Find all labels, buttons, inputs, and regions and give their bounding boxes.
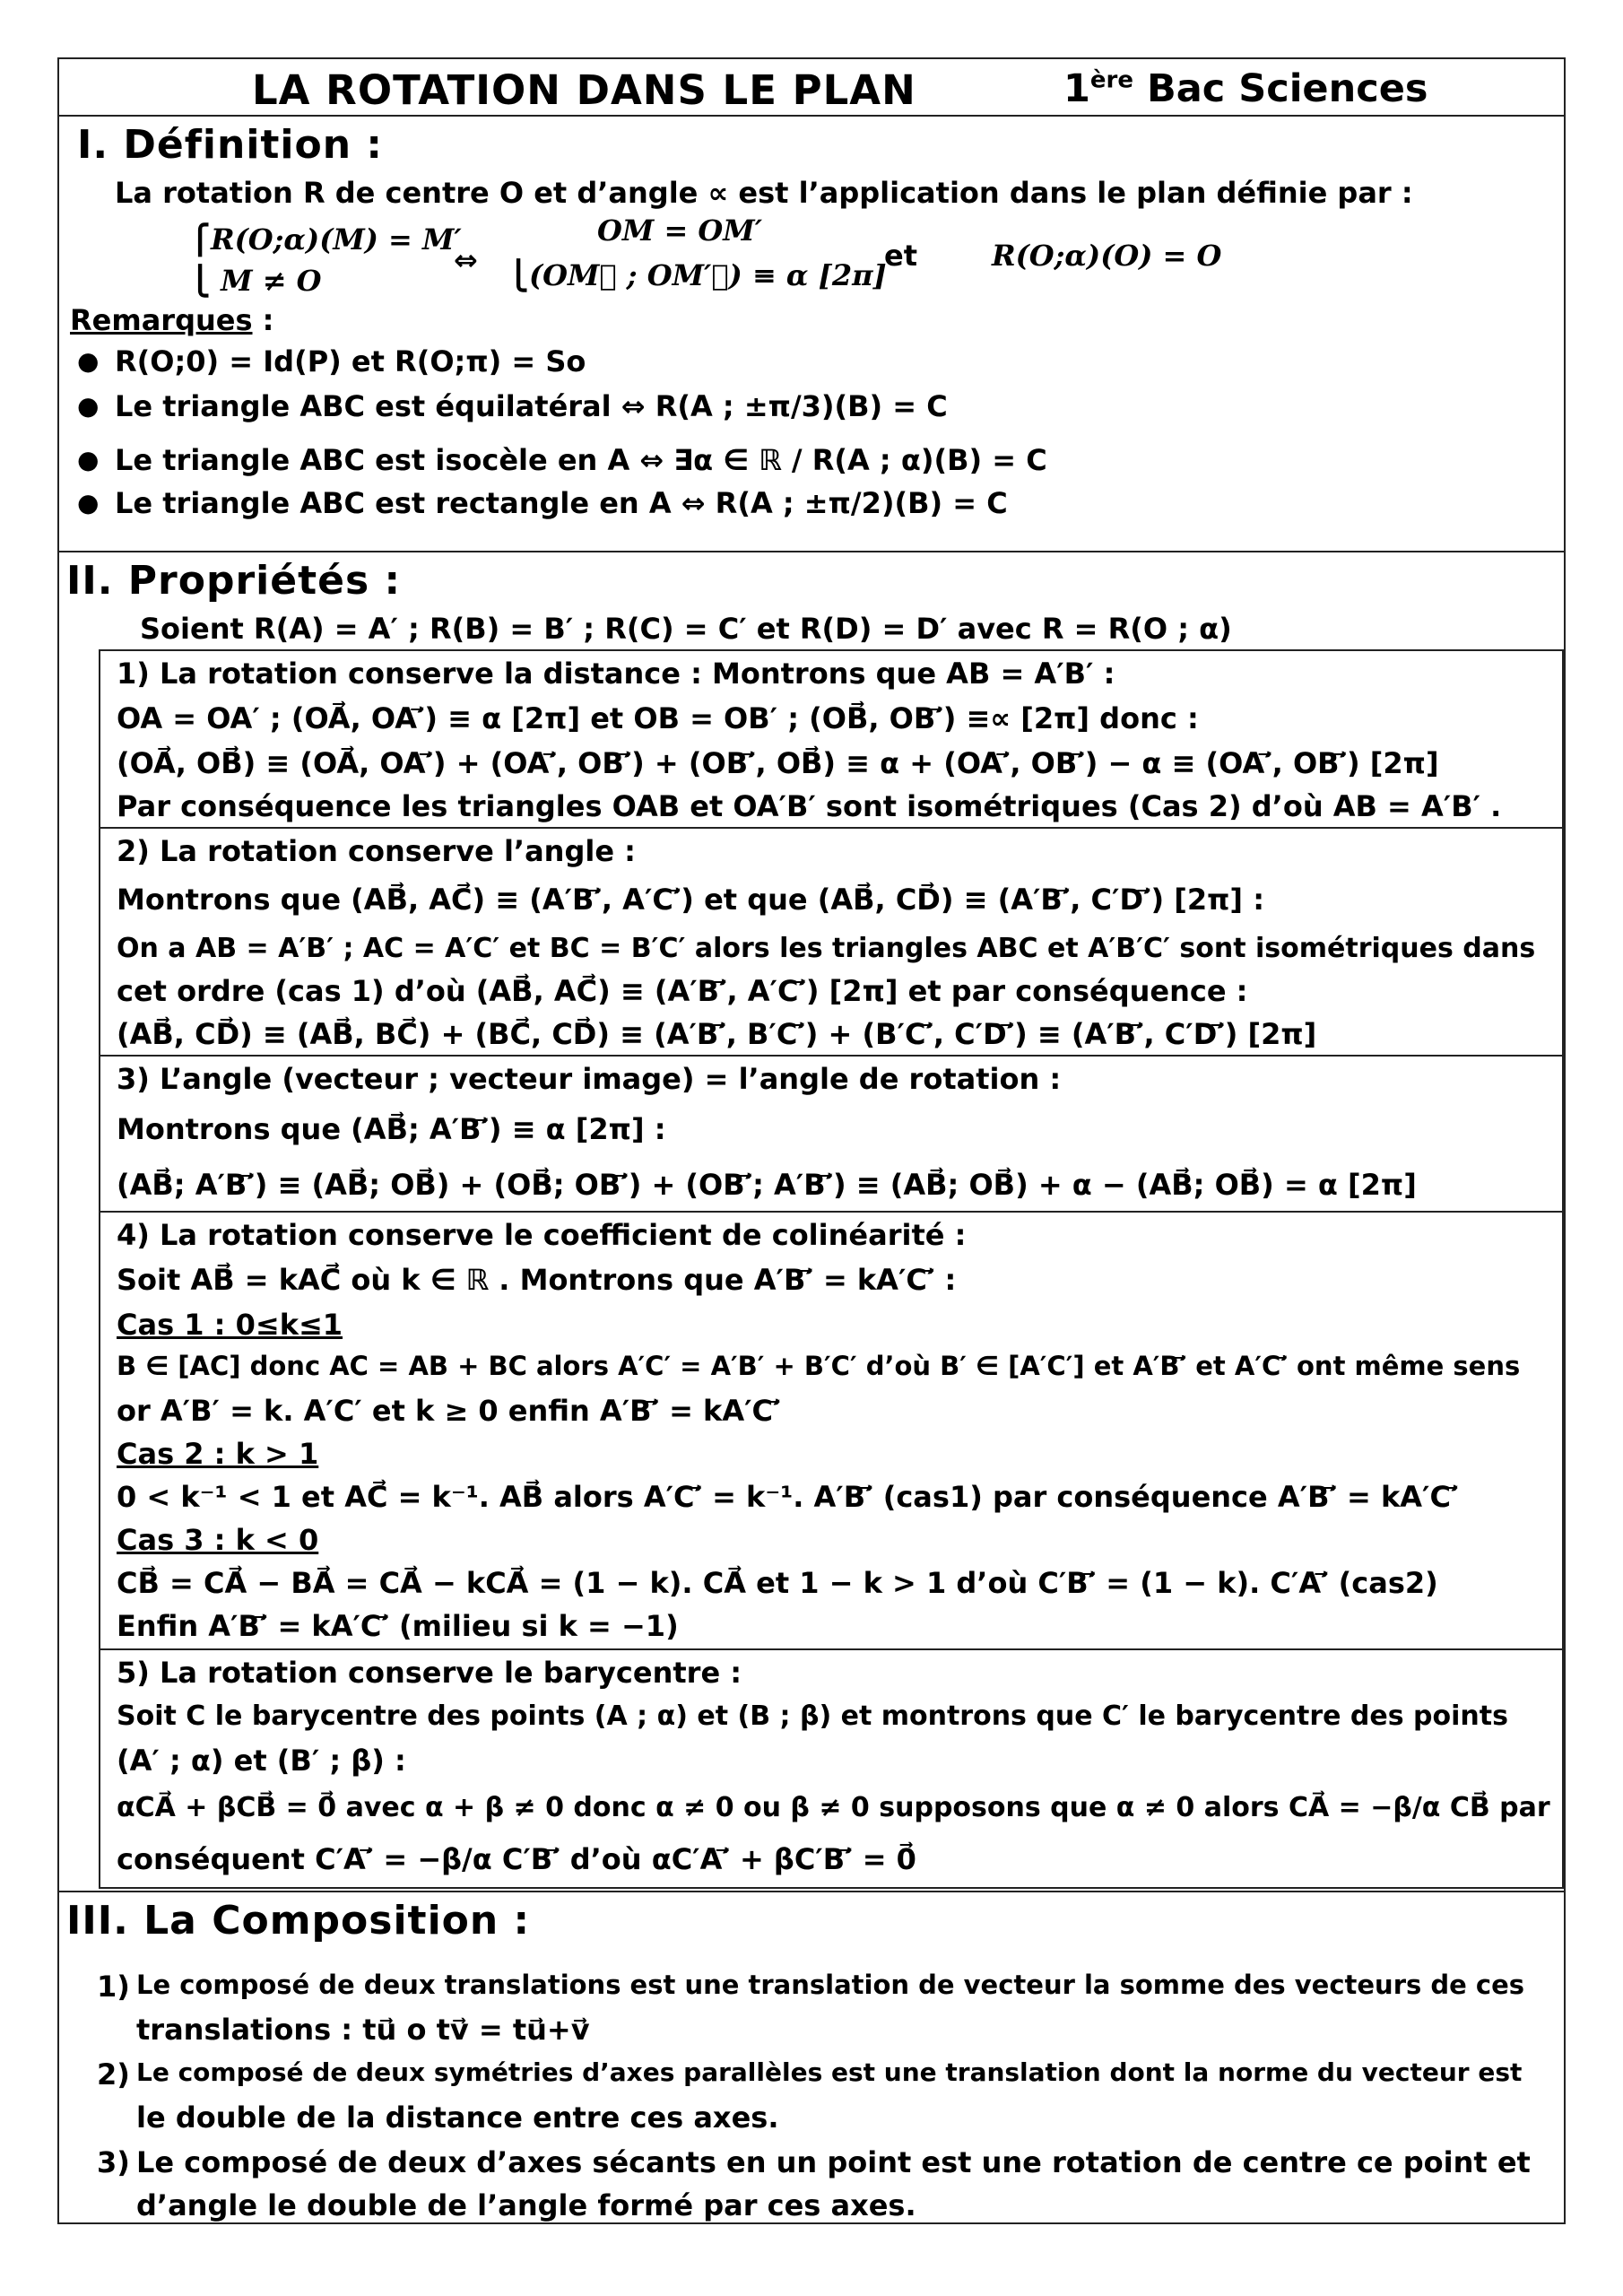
composition-item-line: d’angle le double de l’angle formé par ces axes. (136, 2188, 916, 2222)
system-right-line-2: ⎩(OM⃗ ; OM′⃗) ≡ α [2π] (508, 258, 887, 292)
composition-item-line: Le composé de deux d’axes sécants en un point est une rotation de centre ce point et (136, 2145, 1531, 2179)
bullet: ● (77, 445, 100, 474)
and-word: et (884, 239, 917, 273)
composition-item-line: Le composé de deux symétries d’axes parallèles est une translation dont la norme du vecteur est (136, 2057, 1523, 2087)
remark-1: R(O;0) = Id(P) et R(O;π) = So (115, 344, 586, 378)
case-2-label: Cas 2 : k > 1 (117, 1437, 319, 1471)
remarks-heading: Remarques : (70, 303, 274, 337)
property-3-line: (AB⃗; A′B′⃗) ≡ (AB⃗; OB⃗) + (OB⃗; OB′⃗) + (OB′⃗; A′B′⃗) ≡ (AB⃗; OB⃗) + α − (AB⃗; OB⃗) = α [2π] (117, 1168, 1417, 1202)
composition-item-line: le double de la distance entre ces axes. (136, 2100, 779, 2135)
section-2-heading: II. Propriétés : (66, 558, 402, 604)
property-2-line: cet ordre (cas 1) d’où (AB⃗, AC⃗) ≡ (A′B′⃗, A′C′⃗) [2π] et par conséquence : (117, 974, 1248, 1008)
level-text: Bac Sciences (1133, 66, 1428, 111)
section-1-heading: I. Définition : (77, 122, 383, 168)
level-superscript: ère (1089, 66, 1134, 94)
composition-item-line: translations : tu⃗ o tv⃗ = tu⃗+v⃗ (136, 2013, 590, 2047)
property-3-box (99, 1055, 1564, 1213)
section-3-heading: III. La Composition : (66, 1898, 531, 1944)
composition-item-number: 1) (97, 1970, 130, 2004)
property-5-line: Soit C le barycentre des points (A ; α) et (B ; β) et montrons que C′ le barycentre des points (117, 1700, 1508, 1732)
composition-item-line: Le composé de deux translations est une translation de vecteur la somme des vecteurs de ces (136, 1970, 1525, 2000)
bullet: ● (77, 391, 100, 421)
title-bar (59, 59, 1564, 117)
bullet: ● (77, 488, 100, 517)
property-1-box (99, 649, 1564, 829)
case-2-line: 0 < k⁻¹ < 1 et AC⃗ = k⁻¹. AB⃗ alors A′C′⃗ = k⁻¹. A′B′⃗ (cas1) par conséquence A′B′⃗ = kA′C′⃗ (117, 1480, 1459, 1514)
property-1-line: (OA⃗, OB⃗) ≡ (OA⃗, OA′⃗) + (OA′⃗, OB′⃗) + (OB′⃗, OB⃗) ≡ α + (OA′⃗, OB′⃗) − α ≡ (OA′⃗, OB′⃗) [2π] (117, 746, 1439, 780)
property-2-heading: 2) La rotation conserve l’angle : (117, 834, 636, 868)
system-left-line-1: ⎧R(O;α)(M) = M′ (189, 222, 462, 257)
property-5-box (99, 1648, 1564, 1889)
property-2-line: Montrons que (AB⃗, AC⃗) ≡ (A′B′⃗, A′C′⃗) et que (AB⃗, CD⃗) ≡ (A′B′⃗, C′D′⃗) [2π] : (117, 883, 1264, 917)
property-1-heading: 1) La rotation conserve la distance : Montrons que AB = A′B′ : (117, 657, 1115, 691)
bullet: ● (77, 346, 100, 376)
property-4-box (99, 1211, 1564, 1650)
property-4-intro: Soit AB⃗ = kAC⃗ où k ∈ ℝ . Montrons que A′B′⃗ = kA′C′⃗ : (117, 1263, 957, 1297)
property-1-line: Par conséquence les triangles OAB et OA′B′ sont isométriques (Cas 2) d’où AB = A′B′ . (117, 789, 1502, 823)
property-5-line: (A′ ; α) et (B′ ; β) : (117, 1744, 406, 1778)
property-3-line: Montrons que (AB⃗; A′B′⃗) ≡ α [2π] : (117, 1112, 666, 1146)
property-5-heading: 5) La rotation conserve le barycentre : (117, 1656, 742, 1690)
property-2-line: (AB⃗, CD⃗) ≡ (AB⃗, BC⃗) + (BC⃗, CD⃗) ≡ (A′B′⃗, B′C′⃗) + (B′C′⃗, C′D′⃗) ≡ (A′B′⃗, C′D′⃗) [2π] (117, 1017, 1317, 1051)
case-3-line: CB⃗ = CA⃗ − BA⃗ = CA⃗ − kCA⃗ = (1 − k). CA⃗ et 1 − k > 1 d’où C′B′⃗ = (1 − k). C′A′⃗ (cas2) (117, 1566, 1438, 1600)
remark-2: Le triangle ABC est équilatéral ⇔ R(A ; ±π/3)(B) = C (115, 389, 948, 423)
definition-intro: La rotation R de centre O et d’angle ∝ est l’application dans le plan définie par : (115, 176, 1413, 210)
center-fixed-formula: R(O;α)(O) = O (992, 239, 1222, 273)
property-5-line: conséquent C′A′⃗ = −β/α C′B′⃗ d’où αC′A′⃗ + βC′B′⃗ = 0⃗ (117, 1842, 916, 1876)
property-3-heading: 3) L’angle (vecteur ; vecteur image) = l’angle de rotation : (117, 1062, 1062, 1096)
section-divider (59, 551, 1564, 552)
property-2-line: On a AB = A′B′ ; AC = A′C′ et BC = B′C′ alors les triangles ABC et A′B′C′ sont isométriques dans (117, 933, 1536, 964)
composition-item-number: 2) (97, 2057, 130, 2092)
section-divider (59, 1891, 1564, 1892)
case-3-line: Enfin A′B′⃗ = kA′C′⃗ (milieu si k = −1) (117, 1609, 679, 1643)
case-1-line: or A′B′ = k. A′C′ et k ≥ 0 enfin A′B′⃗ = kA′C′⃗ (117, 1394, 781, 1428)
property-2-box (99, 827, 1564, 1057)
level-number: 1 (1063, 66, 1090, 111)
remark-3: Le triangle ABC est isocèle en A ⇔ ∃α ∈ ℝ / R(A ; α)(B) = C (115, 443, 1047, 477)
case-3-label: Cas 3 : k < 0 (117, 1523, 319, 1557)
property-1-line: OA = OA′ ; (OA⃗, OA′⃗) ≡ α [2π] et OB = OB′ ; (OB⃗, OB′⃗) ≡∝ [2π] donc : (117, 701, 1199, 735)
system-right-line-1: OM = OM′ (597, 213, 763, 248)
class-level (1063, 66, 1428, 111)
case-1-label: Cas 1 : 0≤k≤1 (117, 1308, 343, 1342)
property-5-line: αCA⃗ + βCB⃗ = 0⃗ avec α + β ≠ 0 donc α ≠ 0 ou β ≠ 0 supposons que α ≠ 0 alors CA⃗ = −β/α CB⃗ par (117, 1792, 1550, 1823)
property-4-heading: 4) La rotation conserve le coefficient de colinéarité : (117, 1218, 967, 1252)
equivalence-symbol: ⇔ (454, 243, 478, 277)
document-frame (57, 57, 1566, 2224)
properties-intro: Soient R(A) = A′ ; R(B) = B′ ; R(C) = C′ et R(D) = D′ avec R = R(O ; α) (140, 612, 1232, 646)
composition-item-number: 3) (97, 2145, 130, 2179)
case-1-line: B ∈ [AC] donc AC = AB + BC alors A′C′ = A′B′ + B′C′ d’où B′ ∈ [A′C′] et A′B′⃗ et A′C′⃗ ont même sens (117, 1351, 1521, 1381)
remark-4: Le triangle ABC est rectangle en A ⇔ R(A ; ±π/2)(B) = C (115, 486, 1008, 520)
page-title: LA ROTATION DANS LE PLAN (252, 66, 916, 114)
system-left-line-2: ⎩ M ≠ O (189, 264, 322, 298)
